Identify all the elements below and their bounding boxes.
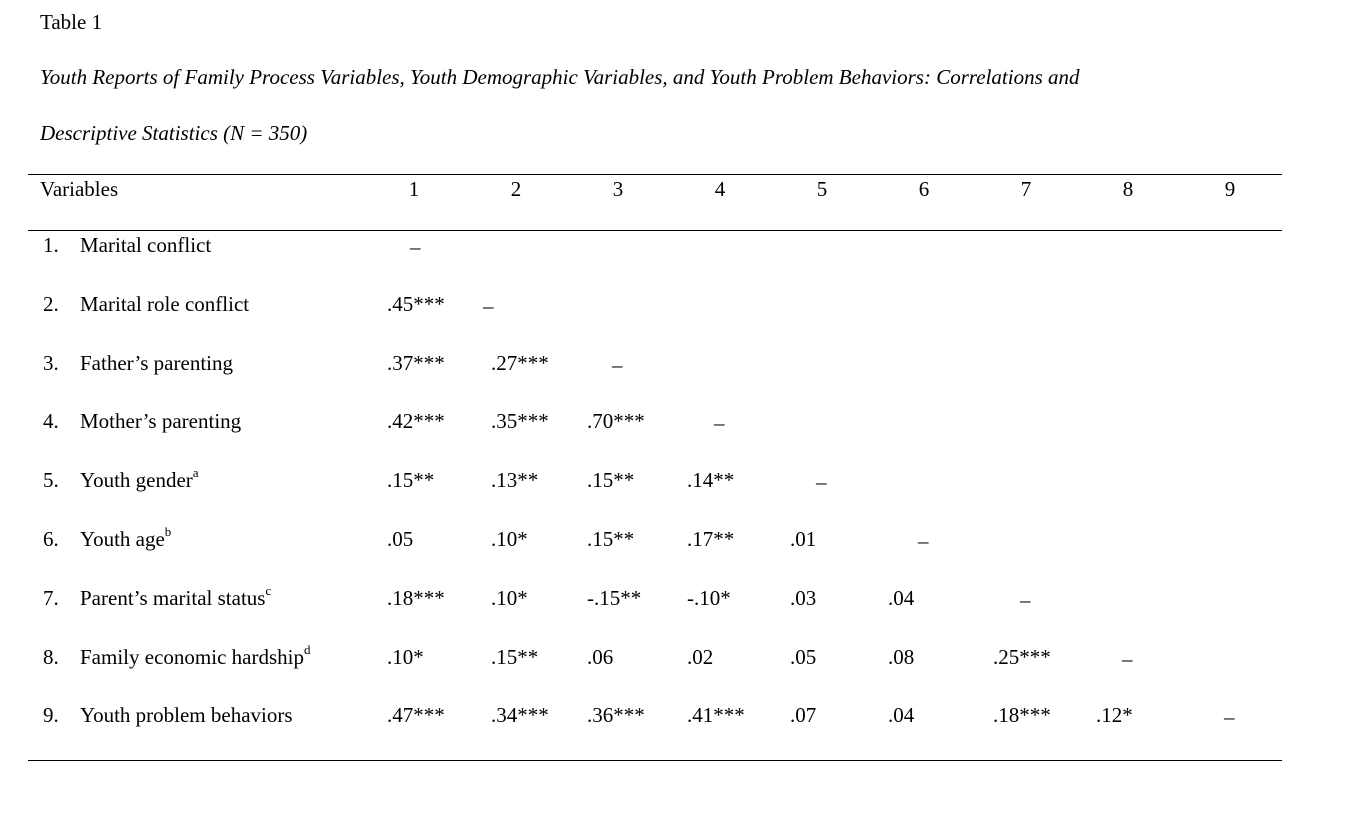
table-label: Table 1 [40,10,103,34]
table-caption-line-1: Youth Reports of Family Process Variables, Youth Demographic Variables, and Youth Problem Behaviors: Correlations and [40,65,1080,89]
diagonal-dash-cell: – [612,353,623,377]
row-label [80,466,199,494]
header-variables: Variables [40,177,119,201]
correlation-cell: .10* [491,586,528,610]
header-col-2: 2 [510,177,522,201]
row-label-text: Youth problem behaviors [80,703,293,727]
diagonal-dash-cell: – [1122,647,1133,671]
row-number: 1. [43,233,59,257]
diagonal-dash-cell: – [410,235,421,259]
correlation-cell: .18*** [993,703,1051,727]
correlation-cell: .05 [790,645,817,669]
table-top-rule [28,174,1282,175]
row-number: 4. [43,409,59,433]
correlation-cell: .05 [387,527,414,551]
row-number: 9. [43,703,59,727]
table-header-rule [28,230,1282,231]
row-label-text: Youth age [80,527,165,551]
correlation-cell: .02 [687,645,714,669]
correlation-cell: .15** [587,468,635,492]
row-label-text: Marital role conflict [80,292,250,316]
header-col-4: 4 [714,177,726,201]
row-label [80,349,233,377]
correlation-cell: .15** [587,527,635,551]
correlation-cell: .27*** [491,351,549,375]
footnote-marker: b [164,524,172,539]
footnote-marker: a [192,465,199,480]
row-number: 5. [43,468,59,492]
correlation-cell: .13** [491,468,539,492]
diagonal-dash-cell: – [816,470,827,494]
row-number: 7. [43,586,59,610]
row-label [80,525,171,553]
correlation-cell: .07 [790,703,817,727]
correlation-cell: .36*** [587,703,645,727]
header-col-8: 8 [1122,177,1134,201]
correlation-cell: .41*** [687,703,745,727]
header-col-6: 6 [918,177,930,201]
row-label-text: Youth gender [80,468,193,492]
row-number: 3. [43,351,59,375]
correlation-cell: .18*** [387,586,445,610]
correlation-cell: .34*** [491,703,549,727]
row-label [80,290,249,318]
correlation-cell: .17** [687,527,735,551]
correlation-cell: .15** [491,645,539,669]
diagonal-dash-cell: – [1020,588,1031,612]
correlation-cell: .37*** [387,351,445,375]
header-col-7: 7 [1020,177,1032,201]
correlation-cell: .04 [888,703,915,727]
correlation-cell: .10* [387,645,424,669]
diagonal-dash-cell: – [714,411,725,435]
row-label-text: Mother’s parenting [80,409,242,433]
header-col-5: 5 [816,177,828,201]
row-label-text: Family economic hardship [80,645,304,669]
diagonal-dash-cell: – [918,529,929,553]
correlation-cell: .14** [687,468,735,492]
correlation-cell: .25*** [993,645,1051,669]
diagonal-dash-cell: – [483,294,494,318]
header-col-3: 3 [612,177,624,201]
row-number: 2. [43,292,59,316]
row-label-text: Marital conflict [80,233,212,257]
correlation-cell: .70*** [587,409,645,433]
row-label [80,701,293,729]
row-label-text: Father’s parenting [80,351,233,375]
correlation-cell: -.15** [587,586,642,610]
correlation-cell: .35*** [491,409,549,433]
correlation-cell: .15** [387,468,435,492]
row-number: 6. [43,527,59,551]
correlation-cell: .47*** [387,703,445,727]
correlation-cell: .45*** [387,292,445,316]
correlation-cell: .08 [888,645,915,669]
table-caption-line-2: Descriptive Statistics (N = 350) [40,121,308,145]
correlation-cell: -.10* [687,586,731,610]
row-label [80,407,241,435]
row-number: 8. [43,645,59,669]
diagonal-dash-cell: – [1224,705,1235,729]
correlation-cell: .03 [790,586,817,610]
correlation-cell: .04 [888,586,915,610]
row-label [80,584,271,612]
table-bottom-rule [28,760,1282,761]
footnote-marker: c [265,583,272,598]
correlation-cell: .12* [1096,703,1133,727]
correlation-cell: .10* [491,527,528,551]
header-col-9: 9 [1224,177,1236,201]
correlation-cell: .42*** [387,409,445,433]
row-label [80,231,211,259]
footnote-marker: d [303,642,311,657]
correlation-cell: .01 [790,527,817,551]
row-label [80,643,310,671]
correlation-cell: .06 [587,645,614,669]
row-label-text: Parent’s marital status [80,586,266,610]
header-col-1: 1 [408,177,420,201]
